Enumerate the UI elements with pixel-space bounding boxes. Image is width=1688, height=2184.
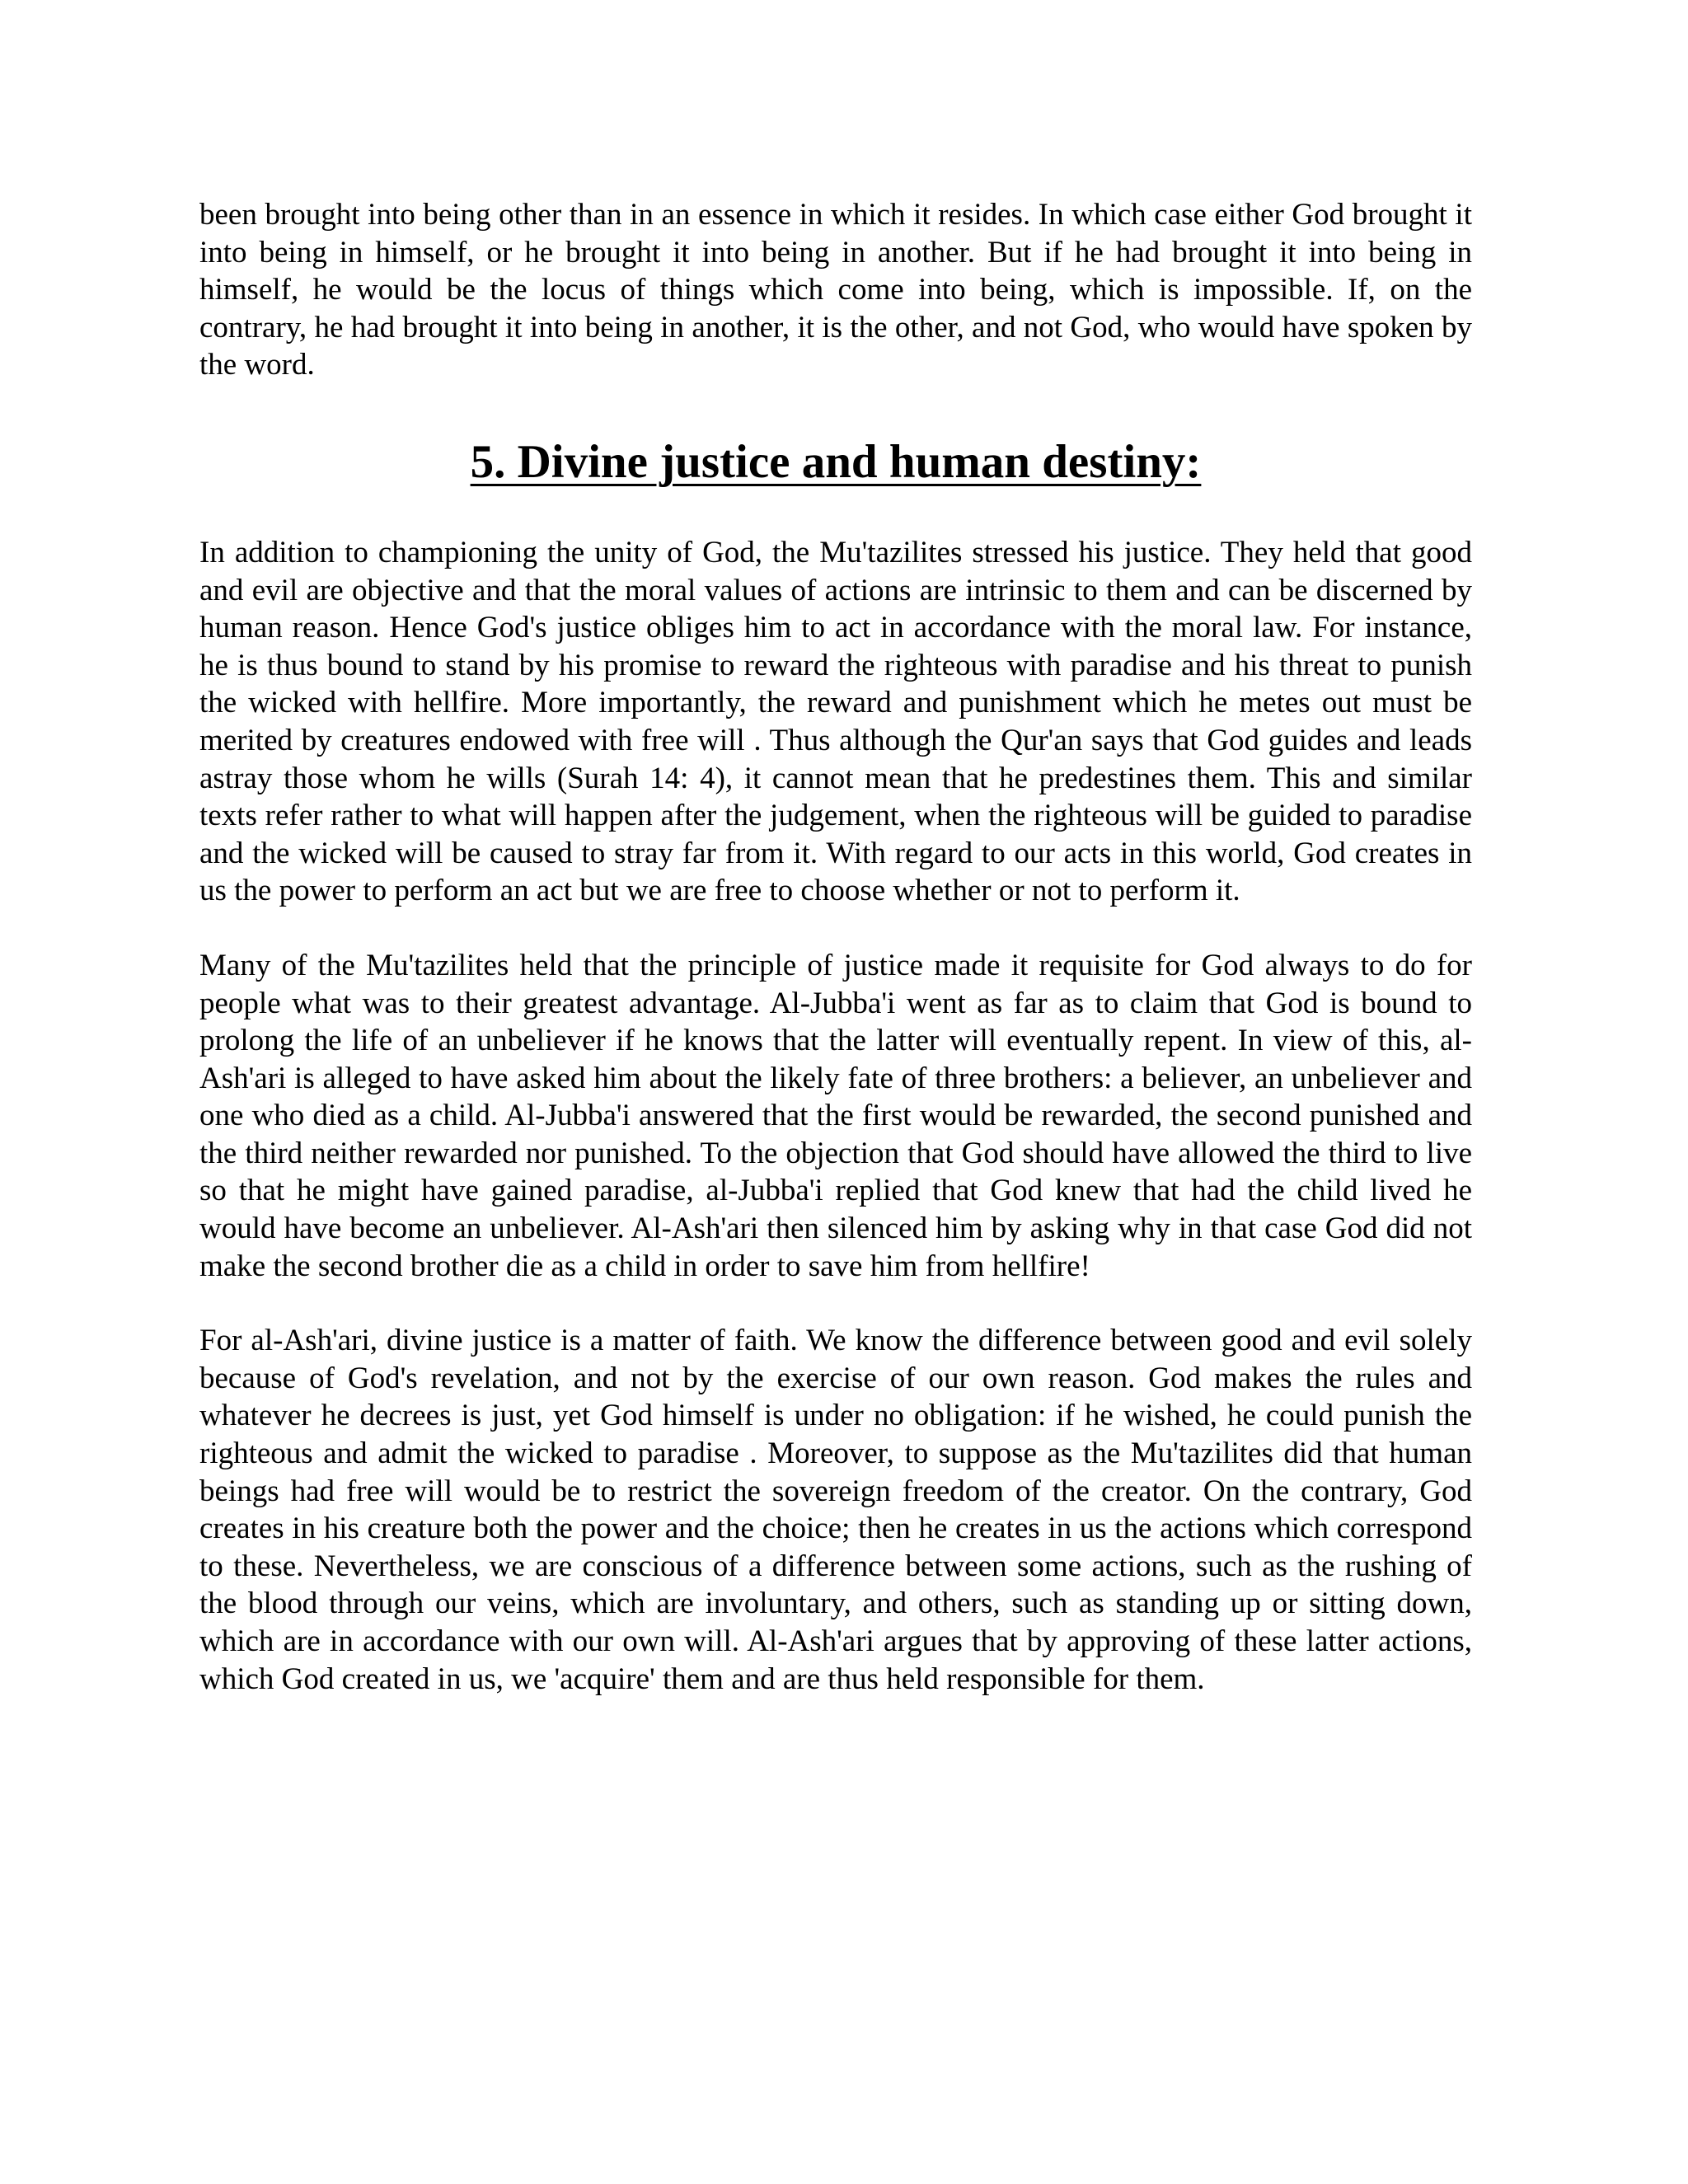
spacer (199, 384, 1472, 434)
paragraph-continuation: been brought into being other than in an essence in which it resides. In which case either God brought it into being in himself, or he brought it into being in another. But if he had brought it into being in himself, he would be the locus of things which come into being, which is impossible. If, on the contrary, he had brought it into being in another, it is the other, and not God, who would have spoken by the word. (199, 198, 1472, 382)
spacer (199, 910, 1472, 947)
section-heading: 5. Divine justice and human destiny: (470, 435, 1202, 488)
paragraph-three-brothers: Many of the Mu'tazilites held that the principle of justice made it requisite for God always to do for people what was to their greatest advantage. Al-Jubba'i went as far as to claim that God is bound to prolong the life of an unbeliever if he knows that the latter will eventually repent. In view of this, al-Ash'ari is alleged to have asked him about the likely fate of three brothers: a believer, an unbeliever and one who died as a child. Al-Jubba'i answered that the first would be rewarded, the second punished and the third neither rewarded nor punished. To the objection that God should have allowed the third to live so that he might have gained paradise, al-Jubba'i replied that God knew that had the child lived he would have become an unbeliever. Al-Ash'ari then silenced him by asking why in that case God did not make the second brother die as a child in order to save him from hellfire! (199, 948, 1472, 1283)
paragraph-ashari-justice: For al-Ash'ari, divine justice is a matter of faith. We know the difference between good and evil solely because of God's revelation, and not by the exercise of our own reason. God makes the rules and whatever he decrees is just, yet God himself is under no obligation: if he wished, he could punish the righteous and admit the wicked to paradise . Moreover, to suppose as the Mu'tazilites did that human beings had free will would be to restrict the sovereign freedom of the creator. On the contrary, God creates in his creature both the power and the choice; then he creates in us the actions which correspond to these. Nevertheless, we are conscious of a difference between some actions, such as the rushing of the blood through our veins, which are involuntary, and others, such as standing up or sitting down, which are in accordance with our own will. Al-Ash'ari argues that by approving of these latter actions, which God created in us, we 'acquire' them and are thus held responsible for them. (199, 1324, 1472, 1696)
paragraph-mutazilite-justice: In addition to championing the unity of God, the Mu'tazilites stressed his justice. They held that good and evil are objective and that the moral values of actions are intrinsic to them and can be discerned by human reason. Hence God's justice obliges him to act in accordance with the moral law. For instance, he is thus bound to stand by his promise to reward the righteous with paradise and his threat to punish the wicked with hellfire. More importantly, the reward and punishment which he metes out must be merited by creatures endowed with free will . Thus although the Qur'an says that God guides and leads astray those whom he wills (Surah 14: 4), it cannot mean that he predestines them. This and similar texts refer rather to what will happen after the judgement, when the righteous will be guided to paradise and the wicked will be caused to stray far from it. With regard to our acts in this world, God creates in us the power to perform an act but we are free to choose whether or not to perform it. (199, 535, 1472, 908)
document-page (199, 196, 1472, 1698)
spacer (199, 491, 1472, 534)
spacer (199, 1285, 1472, 1322)
